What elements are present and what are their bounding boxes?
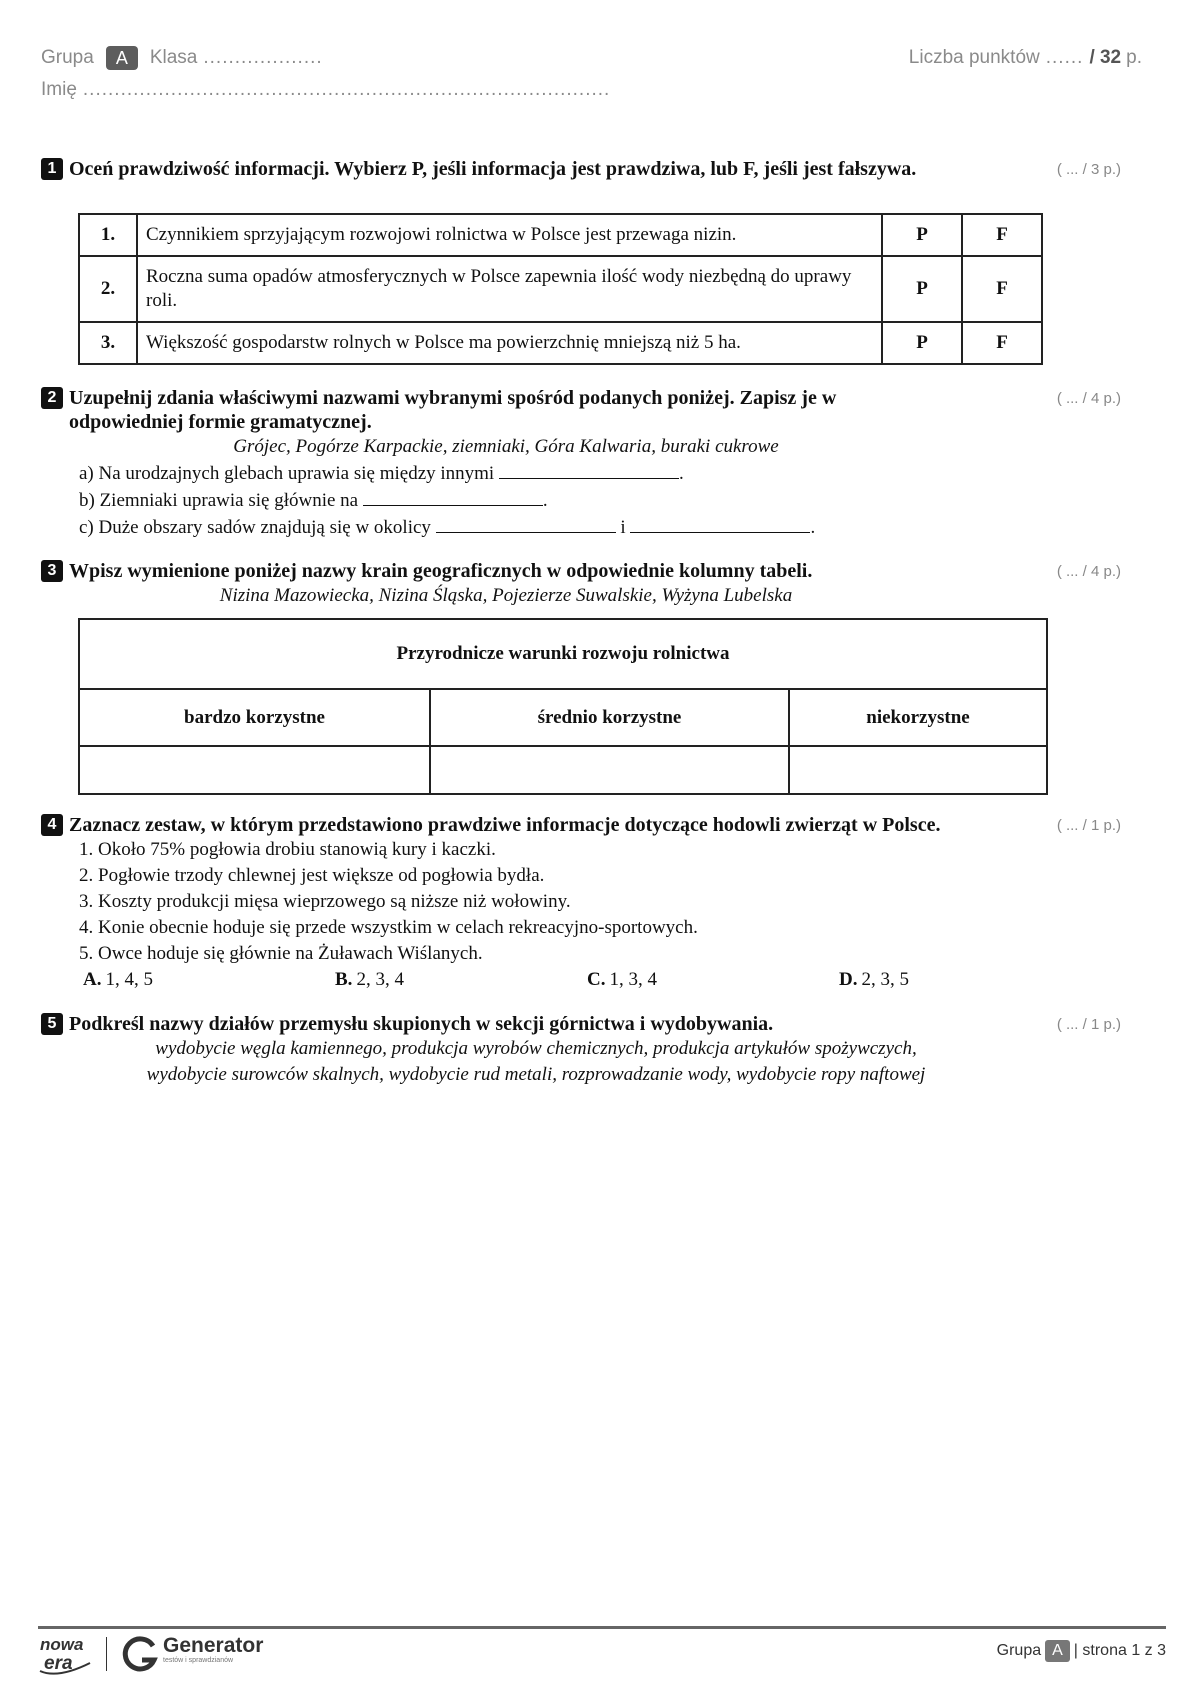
sentence-c-text: c) Duże obszary sadów znajdują się w okolicy: [79, 517, 431, 538]
task-3: [41, 559, 1121, 609]
conjunction: i: [620, 517, 626, 538]
nowa-era-logo: [38, 1633, 96, 1677]
option-f[interactable]: F: [962, 214, 1042, 256]
sentence-a-text: a) Na urodzajnych glebach uprawia się między innymi: [79, 463, 495, 484]
option-p[interactable]: P: [882, 214, 962, 256]
generator-title: Generator: [163, 1634, 264, 1657]
points-field[interactable]: ......: [1045, 47, 1084, 68]
table-title-row: [79, 619, 1047, 689]
points-unit: p.: [1126, 47, 1142, 68]
period: .: [542, 490, 548, 511]
task-3-head: [41, 559, 1121, 583]
option-letter: A.: [83, 969, 102, 990]
option-f[interactable]: F: [962, 256, 1042, 322]
task-number: 4: [41, 814, 63, 836]
generator-logo-icon: [120, 1634, 160, 1674]
answer-blank[interactable]: [363, 487, 543, 506]
name-field[interactable]: ....................................................................................: [82, 79, 611, 100]
answer-cell[interactable]: [79, 746, 430, 794]
table-row: [79, 214, 1042, 256]
points-summary: [909, 42, 1142, 74]
option-value: 2, 3, 5: [861, 969, 909, 990]
statement-item: 4. Konie obecnie hoduje się przede wszystkim w celach rekreacyjno-sportowych.: [79, 917, 698, 938]
task-2-head: [41, 386, 1121, 434]
group-badge: A: [106, 46, 138, 70]
answer-blank[interactable]: [499, 460, 679, 479]
task-number: 2: [41, 387, 63, 409]
sentence-c: [41, 514, 1121, 541]
logo-separator: [106, 1637, 107, 1671]
task-number: 3: [41, 560, 63, 582]
task-question: Zaznacz zestaw, w którym przedstawiono prawdziwe informacje dotyczące hodowli zwierząt w Polsce.: [69, 814, 941, 836]
statement-item: 2. Pogłowie trzody chlewnej jest większe od pogłowia bydła.: [79, 865, 545, 886]
option-letter: B.: [335, 969, 353, 990]
column-header: niekorzystne: [789, 689, 1047, 746]
option-value: 1, 4, 5: [105, 969, 153, 990]
task-number: 1: [41, 158, 63, 180]
statement: Większość gospodarstw rolnych w Polsce ma powierzchnię mniejszą niż 5 ha.: [137, 322, 882, 364]
period: .: [810, 517, 816, 538]
task-question: Uzupełnij zdania właściwymi nazwami wybranymi spośród podanych poniżej. Zapisz je w odpowiedniej formie gramatycznej.: [69, 387, 837, 433]
name-label: Imię: [41, 79, 77, 100]
answer-blank[interactable]: [436, 514, 616, 533]
row-number: 2.: [79, 256, 137, 322]
points-total: / 32: [1089, 47, 1122, 68]
option-letter: D.: [839, 969, 858, 990]
option-p[interactable]: P: [882, 256, 962, 322]
regions-table: [78, 618, 1048, 795]
task-points: ( ... / 1 p.): [1056, 817, 1121, 834]
table-title: Przyrodnicze warunki rozwoju rolnictwa: [79, 619, 1047, 689]
task-4: [41, 813, 1121, 993]
task-points: ( ... / 4 p.): [1056, 563, 1121, 580]
footer-page-info: [997, 1640, 1166, 1662]
task-question: Wpisz wymienione poniżej nazwy krain geograficznych w odpowiednie kolumny tabeli.: [69, 560, 813, 582]
answer-options: [41, 967, 1121, 993]
industry-list-line[interactable]: wydobycie węgla kamiennego, produkcja wyrobów chemicznych, produkcja artykułów spożywczych,: [155, 1038, 917, 1059]
logo-text-nowa: nowa: [40, 1635, 84, 1654]
answer-cell[interactable]: [789, 746, 1047, 794]
row-number: 1.: [79, 214, 137, 256]
industry-list-line[interactable]: wydobycie surowców skalnych, wydobycie rud metali, rozprowadzanie wody, wydobycie ropy naftowej: [146, 1064, 926, 1085]
option-value: 1, 3, 4: [609, 969, 657, 990]
header-left: [41, 42, 661, 106]
task-question: Podkreśl nazwy działów przemysłu skupionych w sekcji górnictwa i wydobywania.: [69, 1013, 774, 1035]
answer-blank[interactable]: [630, 514, 810, 533]
statement-item: 5. Owce hoduje się głównie na Żuławach Wiślanych.: [79, 943, 483, 964]
column-header: bardzo korzystne: [79, 689, 430, 746]
option-f[interactable]: F: [962, 322, 1042, 364]
header-group-row: [41, 42, 661, 74]
option-letter: C.: [587, 969, 606, 990]
footer-page-number: | strona 1 z 3: [1073, 1642, 1166, 1659]
word-bank: Nizina Mazowiecka, Nizina Śląska, Pojezierze Suwalskie, Wyżyna Lubelska: [219, 585, 793, 606]
true-false-table: [78, 213, 1043, 365]
statement: Czynnikiem sprzyjającym rozwojowi rolnictwa w Polsce jest przewaga nizin.: [137, 214, 882, 256]
task-5: [41, 1012, 1121, 1088]
task-points: ( ... / 1 p.): [1056, 1016, 1121, 1033]
table-row: [79, 322, 1042, 364]
statement-item: 1. Około 75% pogłowia drobiu stanowią kury i kaczki.: [79, 839, 496, 860]
option-p[interactable]: P: [882, 322, 962, 364]
task-question: Oceń prawdziwość informacji. Wybierz P, jeśli informacja jest prawdziwa, lub F, jeśli jest fałszywa.: [69, 158, 917, 180]
footer-group-label: Grupa: [996, 1642, 1042, 1659]
option-value: 2, 3, 4: [356, 969, 404, 990]
sentence-b-text: b) Ziemniaki uprawia się głównie na: [79, 490, 359, 511]
row-number: 3.: [79, 322, 137, 364]
option-c[interactable]: [587, 967, 839, 993]
answer-cell[interactable]: [430, 746, 789, 794]
task-2: [41, 386, 1121, 541]
generator-subtitle: testów i sprawdzianów: [163, 1657, 234, 1664]
points-label: Liczba punktów: [908, 47, 1040, 68]
option-a[interactable]: [83, 967, 335, 993]
task-points: ( ... / 4 p.): [1056, 390, 1121, 407]
sentence-b: [41, 487, 1121, 514]
statement-item: 3. Koszty produkcji mięsa wieprzowego są niższe niż wołowiny.: [79, 891, 571, 912]
task-1: [41, 157, 1121, 181]
task-1-head: [41, 157, 1121, 181]
task-number: 5: [41, 1013, 63, 1035]
class-label: Klasa: [149, 47, 198, 68]
footer-group-badge: A: [1045, 1640, 1070, 1662]
table-header-row: [79, 689, 1047, 746]
option-b[interactable]: [335, 967, 587, 993]
column-header: średnio korzystne: [430, 689, 789, 746]
header-name-row: [41, 74, 661, 106]
group-label: Grupa: [41, 47, 94, 68]
footer-rule: [38, 1626, 1166, 1629]
class-field[interactable]: ...................: [203, 47, 323, 68]
task-points: ( ... / 3 p.): [1056, 161, 1121, 178]
period: .: [678, 463, 684, 484]
task-5-head: [41, 1012, 1121, 1036]
option-d[interactable]: [839, 967, 1091, 993]
sentence-a: [41, 460, 1121, 487]
logo-text-era: era: [44, 1653, 73, 1674]
table-row: [79, 256, 1042, 322]
word-bank: Grójec, Pogórze Karpackie, ziemniaki, Góra Kalwaria, buraki cukrowe: [233, 436, 779, 457]
statement: Roczna suma opadów atmosferycznych w Polsce zapewnia ilość wody niezbędną do uprawy roli.: [137, 256, 882, 322]
task-4-head: [41, 813, 1121, 837]
table-answer-row: [79, 746, 1047, 794]
